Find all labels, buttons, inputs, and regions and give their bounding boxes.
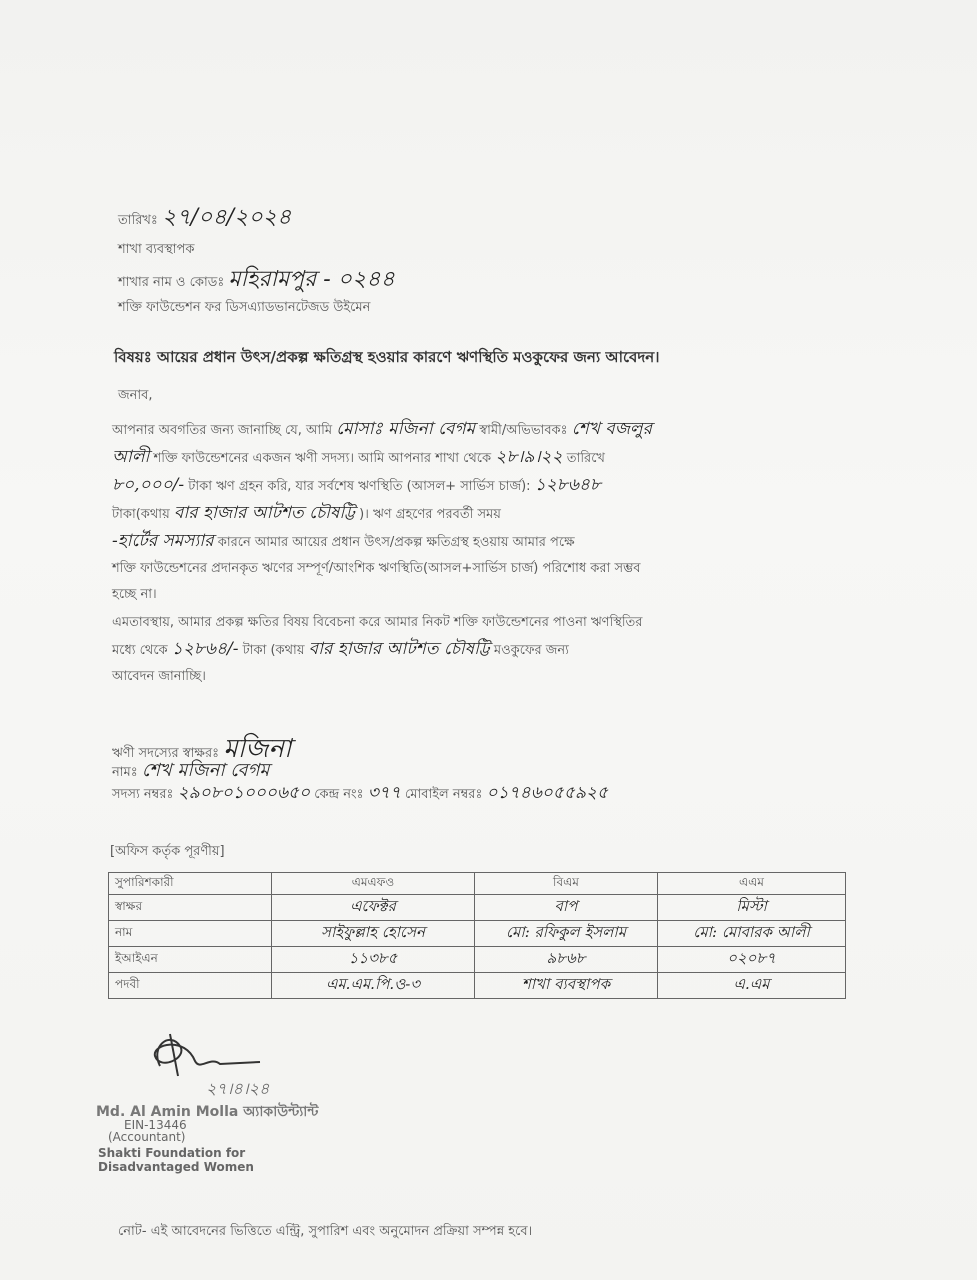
- mobile-label: মোবাইল নম্বরঃ: [405, 787, 483, 802]
- member-name-label: নামঃ: [112, 765, 138, 780]
- waiver-amount: ১২৮৬৪/-: [171, 639, 239, 659]
- table-cell: মো: রফিকুল ইসলাম: [505, 923, 627, 941]
- org-line: শক্তি ফাউন্ডেশন ফর ডিসএ্যাডভানটেজড উইমেন: [118, 300, 371, 315]
- member-name: শেখ মজিনা বেগম: [141, 760, 270, 781]
- balance-words: বার হাজার আটশত চৌষট্টি: [173, 503, 355, 523]
- body2-text: মওকুফের জন্য: [493, 643, 569, 658]
- row-label: স্বাক্ষর: [109, 895, 272, 921]
- branch-value: মহিরামপুর - ০২৪৪: [228, 267, 395, 292]
- table-row: [109, 973, 846, 999]
- approver-ein: EIN-13446: [124, 1118, 187, 1132]
- body1-text: স্বামী/অভিভাবকঃ: [479, 423, 568, 438]
- body-paragraph-2: [112, 610, 822, 690]
- date-value: ২৭/০৪/২০২৪: [162, 205, 292, 230]
- approver-role-bn: অ্যাকাউন্ট্যান্ট: [243, 1104, 319, 1120]
- branch-label: শাখার নাম ও কোডঃ: [118, 275, 225, 290]
- member-signature: মজিনা: [223, 734, 292, 764]
- loan-amount: ৮০,০০০/-: [112, 475, 185, 495]
- body1-text: কারনে আমার আয়ের প্রধান উৎস/প্রকল্প ক্ষতিগ্রস্থ হওয়ায় আমার পক্ষে: [217, 535, 575, 550]
- body1-text: হচ্ছে না।: [112, 587, 157, 602]
- salutation: জনাব,: [118, 388, 153, 403]
- office-table: [108, 872, 846, 999]
- body2-text: টাকা (কথায়: [242, 643, 305, 658]
- applicant-name: মোসাঃ মজিনা বেগম: [336, 419, 476, 439]
- body1-text: শক্তি ফাউন্ডেশনের প্রদানকৃত ঋণের সম্পূর্ণ/আংশিক ঋণস্থিতি(আসল+সার্ভিস চার্জ) পরিশোধ করা সম্ভব: [112, 561, 641, 576]
- to-line: শাখা ব্যবস্থাপক: [118, 242, 195, 257]
- table-cell: শাখা ব্যবস্থাপক: [521, 975, 611, 993]
- member-no-label: সদস্য নম্বরঃ: [112, 787, 174, 802]
- approver-name-text: Md. Al Amin Molla: [96, 1104, 239, 1120]
- table-cell: বাপ: [554, 897, 578, 915]
- footer-note: নোট- এই আবেদনের ভিত্তিতে এন্ট্রি, সুপারিশ এবং অনুমোদন প্রক্রিয়া সম্পন্ন হবে।: [118, 1224, 533, 1239]
- body1-text: টাকা(কথায়: [112, 507, 170, 522]
- table-cell: এ.এম: [733, 975, 770, 993]
- col-header: এমএফও: [272, 873, 475, 895]
- table-cell: মো: মোবারক আলী: [693, 923, 810, 941]
- col-header: সুপারিশকারী: [109, 873, 272, 895]
- approver-role: (Accountant): [108, 1130, 186, 1144]
- body2-text: এমতাবস্থায়, আমার প্রকল্প ক্ষতির বিষয় বিবেচনা করে আমার নিকট শক্তি ফাউন্ডেশনের পাওনা ঋণস্থিতির: [112, 615, 643, 630]
- stamp-org-1: Shakti Foundation for: [98, 1146, 246, 1160]
- table-row: [109, 921, 846, 947]
- member-no: ২৯০৮০১০০০৬৫০: [177, 783, 311, 803]
- table-cell: ৯৮৬৮: [546, 949, 586, 967]
- loan-balance: ১২৮৬৪৮: [534, 475, 601, 495]
- waiver-amount-words: বার হাজার আটশত চৌষট্টি: [308, 639, 490, 659]
- office-section-label: [অফিস কর্তৃক পূরণীয়]: [110, 844, 225, 859]
- col-header: বিএম: [475, 873, 658, 895]
- row-label: নাম: [109, 921, 272, 947]
- member-sign-label: ঋণী সদস্যের স্বাক্ষরঃ: [112, 746, 220, 761]
- table-cell: এম.এম.পি.ও-৩: [325, 975, 421, 993]
- body2-text: আবেদন জানাচ্ছি।: [112, 669, 206, 684]
- date-line: [118, 200, 291, 237]
- center-label: কেন্দ্র নংঃ: [314, 787, 364, 802]
- table-cell: ০২০৮৭: [727, 949, 776, 967]
- row-label: ইআইএন: [109, 947, 272, 973]
- center-no: ৩৭৭: [367, 783, 401, 803]
- body1-text: শক্তি ফাউন্ডেশনের একজন ঋণী সদস্য। আমি আপনার শাখা থেকে: [153, 451, 492, 466]
- table-cell: ১১৩৮৫: [348, 949, 398, 967]
- guardian-name: শেখ বজলুর: [571, 419, 652, 439]
- body1-text: আপনার অবগতির জন্য জানাচ্ছি যে, আমি: [112, 423, 333, 438]
- body1-text: টাকা ঋণ গ্রহন করি, যার সর্বশেষ ঋণস্থিতি (আসল+ সার্ভিস চার্জ):: [188, 479, 531, 494]
- approver-date: ২৭।৪।২৪: [206, 1079, 270, 1098]
- table-row: [109, 895, 846, 921]
- table-cell: সাইফুল্লাহ হোসেন: [321, 923, 425, 941]
- table-cell: মিস্টা: [736, 897, 767, 915]
- subject-line: বিষয়ঃ আয়ের প্রধান উৎস/প্রকল্প ক্ষতিগ্রস্থ হওয়ার কারণে ঋণস্থিতি মওকুফের জন্য আবেদন।: [114, 348, 660, 366]
- guardian-name-2: আলী: [112, 447, 150, 467]
- date-label: তারিখঃ: [118, 213, 158, 228]
- branch-line: [118, 262, 395, 299]
- table-cell: এফেক্টর: [350, 897, 396, 915]
- col-header: এএম: [658, 873, 846, 895]
- body2-text: মধ্যে থেকে: [112, 643, 168, 658]
- body-paragraph-1: [112, 416, 822, 608]
- body1-text: তারিখে: [566, 451, 605, 466]
- table-row: [109, 873, 846, 895]
- mobile-no: ০১৭৪৬০৫৫৯২৫: [486, 783, 608, 803]
- body1-text: )। ঋণ গ্রহণের পরবর্তী সময়: [359, 507, 501, 522]
- loan-date: ২৮।৯।২২: [495, 447, 563, 467]
- table-row: [109, 947, 846, 973]
- damage-reason: -হার্টের সমস্যার: [112, 531, 214, 551]
- stamp-org-2: Disadvantaged Women: [98, 1160, 254, 1174]
- member-id-line: [112, 780, 608, 808]
- row-label: পদবী: [109, 973, 272, 999]
